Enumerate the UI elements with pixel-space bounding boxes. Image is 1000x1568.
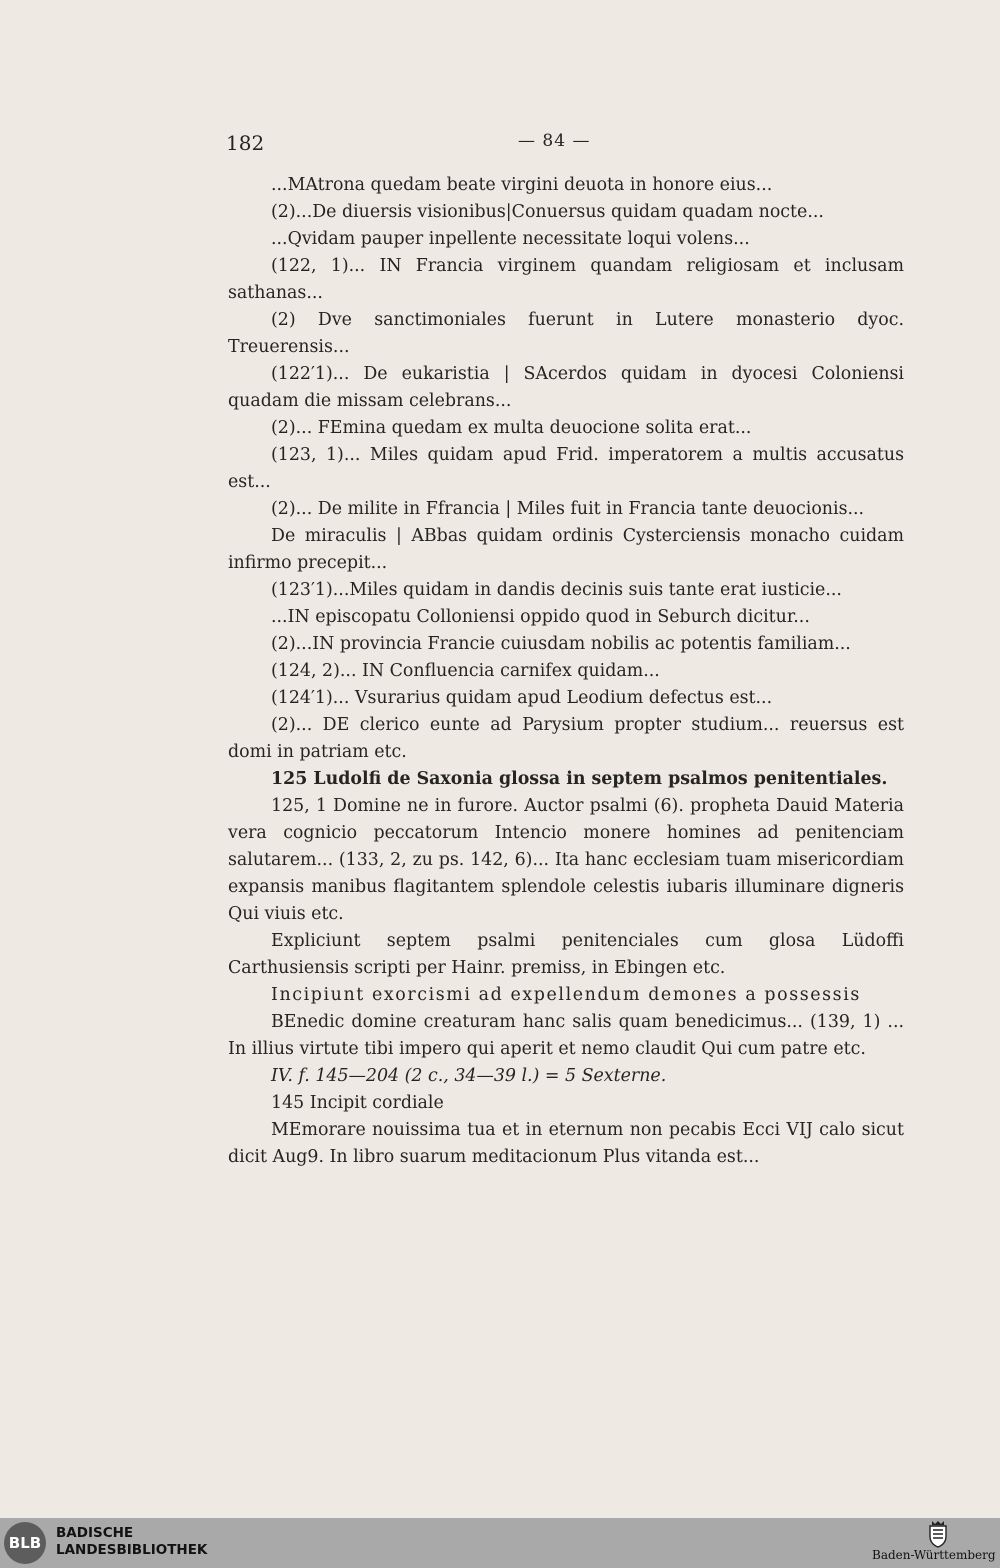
section-heading xyxy=(228,766,904,793)
library-name xyxy=(56,1525,207,1559)
paragraph: (2)... DE clerico eunte ad Parysium propter studium... reuersus est domi in patriam etc. xyxy=(228,715,904,762)
library-name-line1: BADISCHE xyxy=(56,1525,134,1541)
library-name-line2: LANDESBIBLIOTHEK xyxy=(56,1542,208,1558)
document-body xyxy=(228,172,904,1171)
paragraph: De miraculis | ABbas quidam ordinis Cysterciensis monacho cuidam infirmo precepit... xyxy=(228,526,904,573)
coat-of-arms-icon xyxy=(926,1520,950,1548)
section-heading-text: 125 Ludolfi de Saxonia glossa in septem psalmos penitentiales. xyxy=(271,769,888,789)
running-head: — 84 — xyxy=(518,131,591,151)
paragraph: Incipiunt exorcismi ad expellendum demones a possessis xyxy=(271,985,861,1005)
paragraph: (123, 1)... Miles quidam apud Frid. imperatorem a multis accusatus est... xyxy=(228,445,904,492)
paragraph: 125, 1 Domine ne in furore. Auctor psalmi (6). propheta Dauid Materia vera cognicio peccatorum Intencio monere homines ad penitenciam salutarem... (133, 2, zu ps. 142, 6)... Ita hanc ecclesiam tuam misericordiam expansis manibus flagitantem splendole celestis iubaris illuminare digneris Qui viuis etc. xyxy=(228,796,904,924)
paragraph: 145 Incipit cordiale xyxy=(271,1093,444,1113)
paragraph: (2)... FEmina quedam ex multa deuocione solita erat... xyxy=(271,418,752,438)
paragraph: ...IN episcopatu Colloniensi oppido quod in Seburch dicitur... xyxy=(271,607,810,627)
paragraph: ...Qvidam pauper inpellente necessitate loqui volens... xyxy=(271,229,750,249)
paragraph: (122, 1)... IN Francia virginem quandam religiosam et inclusam sathanas... xyxy=(228,256,904,303)
paragraph: (2)... De milite in Ffrancia | Miles fuit in Francia tante deuocionis... xyxy=(271,499,865,519)
paragraph: (124, 2)... IN Confluencia carnifex quidam... xyxy=(271,661,660,681)
paragraph: Expliciunt septem psalmi penitenciales cum glosa Lüdoffi Carthusiensis scripti per Hainr. premiss, in Ebingen etc. xyxy=(228,931,904,978)
page-number: 182 xyxy=(226,131,265,155)
state-label: Baden-Württemberg xyxy=(872,1548,996,1562)
paragraph: (2)...IN provincia Francie cuiusdam nobilis ac potentis familiam... xyxy=(271,634,851,654)
blb-logo: BLB xyxy=(4,1522,46,1564)
paragraph: (124′1)... Vsurarius quidam apud Leodium defectus est... xyxy=(271,688,773,708)
footer-bar xyxy=(0,1518,1000,1568)
paragraph: (123′1)...Miles quidam in dandis decinis suis tante erat iusticie... xyxy=(271,580,842,600)
paragraph: MEmorare nouissima tua et in eternum non pecabis Ecci VIJ calo sicut dicit Aug9. In libro suarum meditacionum Plus vitanda est... xyxy=(228,1120,904,1167)
paragraph: ...MAtrona quedam beate virgini deuota in honore eius... xyxy=(271,175,773,195)
paragraph: (2) Dve sanctimoniales fuerunt in Lutere monasterio dyoc. Treuerensis... xyxy=(228,310,904,357)
collation-text: IV. f. 145—204 (2 c., 34—39 l.) = 5 Sexterne. xyxy=(271,1066,667,1086)
collation-line xyxy=(228,1063,904,1090)
paragraph: (122′1)... De eukaristia | SAcerdos quidam in dyocesi Coloniensi quadam die missam celebrans... xyxy=(228,364,904,411)
paragraph: BEnedic domine creaturam hanc salis quam benedicimus... (139, 1) ... In illius virtute tibi impero qui aperit et nemo claudit Qui cum patre etc. xyxy=(228,1012,904,1059)
paragraph: (2)...De diuersis visionibus|Conuersus quidam quadam nocte... xyxy=(271,202,824,222)
